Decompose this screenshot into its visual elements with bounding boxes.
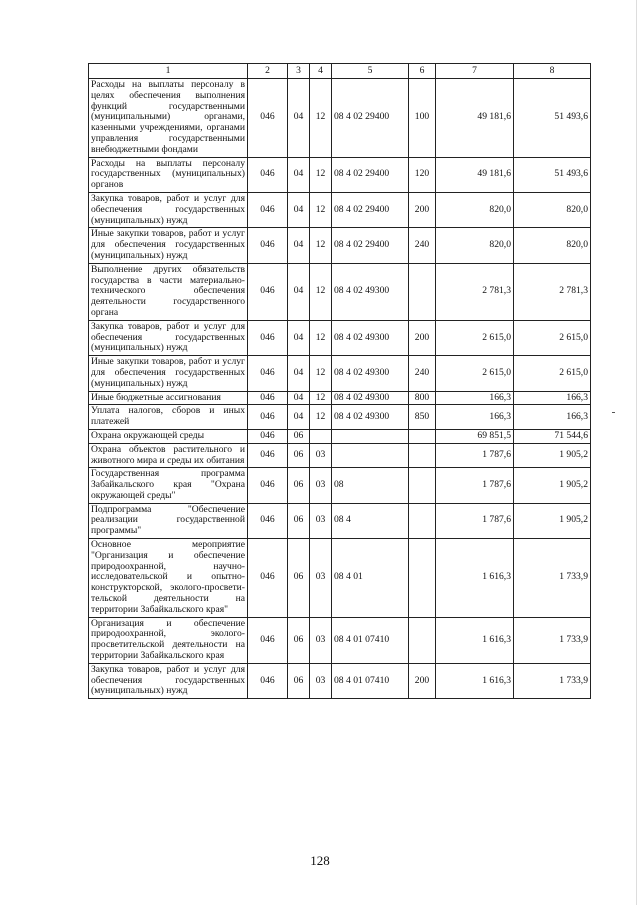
table-row [89, 503, 591, 538]
table-row [89, 468, 591, 503]
table-row [89, 228, 591, 263]
table-row [89, 320, 591, 355]
cell-name: Закупка товаров, работ и услуг для обеспечения государственных (муниципальных) нужд [89, 192, 248, 227]
cell-amount-year-2: 2 781,3 [514, 263, 591, 320]
cell-name: Закупка товаров, работ и услуг для обеспечения государственных (муниципальных) нужд [89, 320, 248, 355]
cell-section: 06 [288, 503, 310, 538]
scan-mark [612, 412, 615, 413]
cell-expense-type: 800 [409, 391, 436, 405]
cell-section: 06 [288, 468, 310, 503]
cell-subsection [310, 429, 332, 443]
cell-name: Закупка товаров, работ и услуг для обеспечения государственных (муниципальных) нужд [89, 663, 248, 698]
cell-ministry-code: 046 [248, 443, 288, 468]
cell-amount-year-1: 69 851,5 [436, 429, 514, 443]
cell-expense-type [409, 263, 436, 320]
cell-ministry-code: 046 [248, 79, 288, 158]
cell-ministry-code: 046 [248, 405, 288, 430]
cell-amount-year-1: 820,0 [436, 228, 514, 263]
cell-amount-year-2: 1 733,9 [514, 539, 591, 618]
cell-target-article: 08 4 01 07410 [332, 663, 409, 698]
cell-section: 06 [288, 429, 310, 443]
cell-amount-year-1: 1 616,3 [436, 617, 514, 663]
table-row [89, 356, 591, 391]
cell-expense-type [409, 617, 436, 663]
cell-target-article: 08 4 02 29400 [332, 192, 409, 227]
cell-ministry-code: 046 [248, 503, 288, 538]
cell-section: 04 [288, 192, 310, 227]
cell-target-article: 08 4 02 29400 [332, 157, 409, 192]
cell-expense-type: 240 [409, 356, 436, 391]
cell-ministry-code: 046 [248, 192, 288, 227]
cell-ministry-code: 046 [248, 429, 288, 443]
cell-ministry-code: 046 [248, 157, 288, 192]
table-row [89, 405, 591, 430]
cell-subsection: 12 [310, 405, 332, 430]
cell-target-article: 08 [332, 468, 409, 503]
table-body [89, 79, 591, 699]
table-row [89, 157, 591, 192]
table-row [89, 391, 591, 405]
cell-amount-year-1: 166,3 [436, 391, 514, 405]
column-header: 4 [310, 64, 332, 79]
cell-amount-year-1: 2 615,0 [436, 320, 514, 355]
cell-ministry-code: 046 [248, 663, 288, 698]
cell-target-article: 08 4 02 49300 [332, 320, 409, 355]
header-row [89, 64, 591, 79]
cell-amount-year-2: 1 733,9 [514, 617, 591, 663]
page-number: 128 [310, 853, 330, 868]
cell-subsection: 03 [310, 503, 332, 538]
table-row [89, 539, 591, 618]
cell-section: 04 [288, 320, 310, 355]
cell-amount-year-2: 2 615,0 [514, 320, 591, 355]
cell-name: Иные бюджетные ассигнования [89, 391, 248, 405]
cell-target-article: 08 4 02 49300 [332, 356, 409, 391]
cell-amount-year-1: 820,0 [436, 192, 514, 227]
cell-target-article: 08 4 01 07410 [332, 617, 409, 663]
cell-ministry-code: 046 [248, 468, 288, 503]
cell-name: Расходы на выплаты персоналу в целях обеспечения выполнения функций государственными (муниципальными) органами, казенными учреждениями, органами управления государственными внебюджетными фондами [89, 79, 248, 158]
cell-subsection: 12 [310, 157, 332, 192]
cell-name: Выполнение других обязательств государства в части материально-технического обеспечения деятельности государственного органа [89, 263, 248, 320]
cell-expense-type: 200 [409, 663, 436, 698]
cell-subsection: 12 [310, 228, 332, 263]
cell-amount-year-1: 166,3 [436, 405, 514, 430]
cell-ministry-code: 046 [248, 320, 288, 355]
cell-ministry-code: 046 [248, 263, 288, 320]
cell-section: 06 [288, 539, 310, 618]
cell-target-article: 08 4 02 49300 [332, 405, 409, 430]
cell-name: Охрана объектов растительного и животного мира и среды их обитания [89, 443, 248, 468]
cell-section: 04 [288, 157, 310, 192]
cell-expense-type [409, 429, 436, 443]
cell-section: 04 [288, 391, 310, 405]
cell-subsection: 12 [310, 320, 332, 355]
column-header: 8 [514, 64, 591, 79]
cell-expense-type [409, 468, 436, 503]
cell-subsection: 03 [310, 617, 332, 663]
cell-name: Организация и обеспечение природоохранной, эколого-просветительской деятельности на территории Забайкальского края [89, 617, 248, 663]
cell-amount-year-1: 1 787,6 [436, 503, 514, 538]
table-row [89, 663, 591, 698]
table-row [89, 429, 591, 443]
table-row [89, 192, 591, 227]
column-header: 6 [409, 64, 436, 79]
cell-ministry-code: 046 [248, 391, 288, 405]
cell-amount-year-2: 1 905,2 [514, 503, 591, 538]
cell-subsection: 12 [310, 391, 332, 405]
cell-target-article: 08 4 [332, 503, 409, 538]
cell-subsection: 12 [310, 263, 332, 320]
cell-section: 06 [288, 663, 310, 698]
cell-section: 04 [288, 405, 310, 430]
cell-expense-type: 200 [409, 192, 436, 227]
cell-amount-year-1: 1 787,6 [436, 468, 514, 503]
cell-name: Государственная программа Забайкальского края "Охрана окружающей среды" [89, 468, 248, 503]
cell-subsection: 03 [310, 663, 332, 698]
cell-amount-year-2: 71 544,6 [514, 429, 591, 443]
cell-subsection: 12 [310, 356, 332, 391]
cell-amount-year-2: 1 905,2 [514, 443, 591, 468]
cell-expense-type [409, 443, 436, 468]
cell-name: Иные закупки товаров, работ и услуг для обеспечения государственных (муниципальных) нужд [89, 356, 248, 391]
table-row [89, 263, 591, 320]
cell-name: Расходы на выплаты персоналу государственных (муниципальных) органов [89, 157, 248, 192]
table-row [89, 79, 591, 158]
cell-expense-type: 200 [409, 320, 436, 355]
cell-ministry-code: 046 [248, 356, 288, 391]
cell-target-article: 08 4 02 49300 [332, 263, 409, 320]
cell-amount-year-2: 51 493,6 [514, 157, 591, 192]
cell-target-article: 08 4 02 49300 [332, 391, 409, 405]
cell-ministry-code: 046 [248, 228, 288, 263]
cell-name: Основное мероприятие "Организация и обеспечение природоохранной, научно-исследовательской и опытно-конструкторской, эколого-просвети-тельской деятельности на территории Забайкальского края" [89, 539, 248, 618]
cell-amount-year-1: 1 616,3 [436, 539, 514, 618]
cell-amount-year-1: 1 616,3 [436, 663, 514, 698]
cell-subsection: 12 [310, 79, 332, 158]
table-row [89, 617, 591, 663]
cell-target-article: 08 4 02 29400 [332, 79, 409, 158]
cell-amount-year-2: 2 615,0 [514, 356, 591, 391]
cell-section: 04 [288, 263, 310, 320]
column-header: 1 [89, 64, 248, 79]
scan-edge [636, 0, 637, 905]
cell-amount-year-2: 1 733,9 [514, 663, 591, 698]
column-header: 3 [288, 64, 310, 79]
cell-name: Подпрограмма "Обеспечение реализации государственной программы" [89, 503, 248, 538]
cell-amount-year-1: 49 181,6 [436, 79, 514, 158]
cell-expense-type: 240 [409, 228, 436, 263]
cell-target-article: 08 4 02 29400 [332, 228, 409, 263]
cell-subsection: 12 [310, 192, 332, 227]
cell-expense-type: 100 [409, 79, 436, 158]
cell-amount-year-2: 166,3 [514, 391, 591, 405]
table-row [89, 443, 591, 468]
cell-amount-year-2: 1 905,2 [514, 468, 591, 503]
cell-target-article [332, 429, 409, 443]
cell-expense-type [409, 503, 436, 538]
cell-section: 04 [288, 79, 310, 158]
cell-ministry-code: 046 [248, 617, 288, 663]
cell-name: Иные закупки товаров, работ и услуг для обеспечения государственных (муниципальных) нужд [89, 228, 248, 263]
cell-expense-type: 120 [409, 157, 436, 192]
budget-table [88, 63, 591, 699]
cell-amount-year-1: 2 615,0 [436, 356, 514, 391]
cell-amount-year-2: 820,0 [514, 192, 591, 227]
cell-expense-type: 850 [409, 405, 436, 430]
cell-section: 06 [288, 617, 310, 663]
cell-section: 04 [288, 228, 310, 263]
cell-subsection: 03 [310, 468, 332, 503]
cell-name: Охрана окружающей среды [89, 429, 248, 443]
cell-ministry-code: 046 [248, 539, 288, 618]
cell-amount-year-2: 166,3 [514, 405, 591, 430]
column-header: 5 [332, 64, 409, 79]
cell-amount-year-1: 1 787,6 [436, 443, 514, 468]
cell-amount-year-2: 51 493,6 [514, 79, 591, 158]
cell-amount-year-2: 820,0 [514, 228, 591, 263]
cell-target-article [332, 443, 409, 468]
cell-subsection: 03 [310, 539, 332, 618]
cell-target-article: 08 4 01 [332, 539, 409, 618]
cell-expense-type [409, 539, 436, 618]
cell-name: Уплата налогов, сборов и иных платежей [89, 405, 248, 430]
column-header: 7 [436, 64, 514, 79]
column-header: 2 [248, 64, 288, 79]
cell-subsection: 03 [310, 443, 332, 468]
cell-section: 04 [288, 356, 310, 391]
cell-amount-year-1: 2 781,3 [436, 263, 514, 320]
cell-amount-year-1: 49 181,6 [436, 157, 514, 192]
cell-section: 06 [288, 443, 310, 468]
